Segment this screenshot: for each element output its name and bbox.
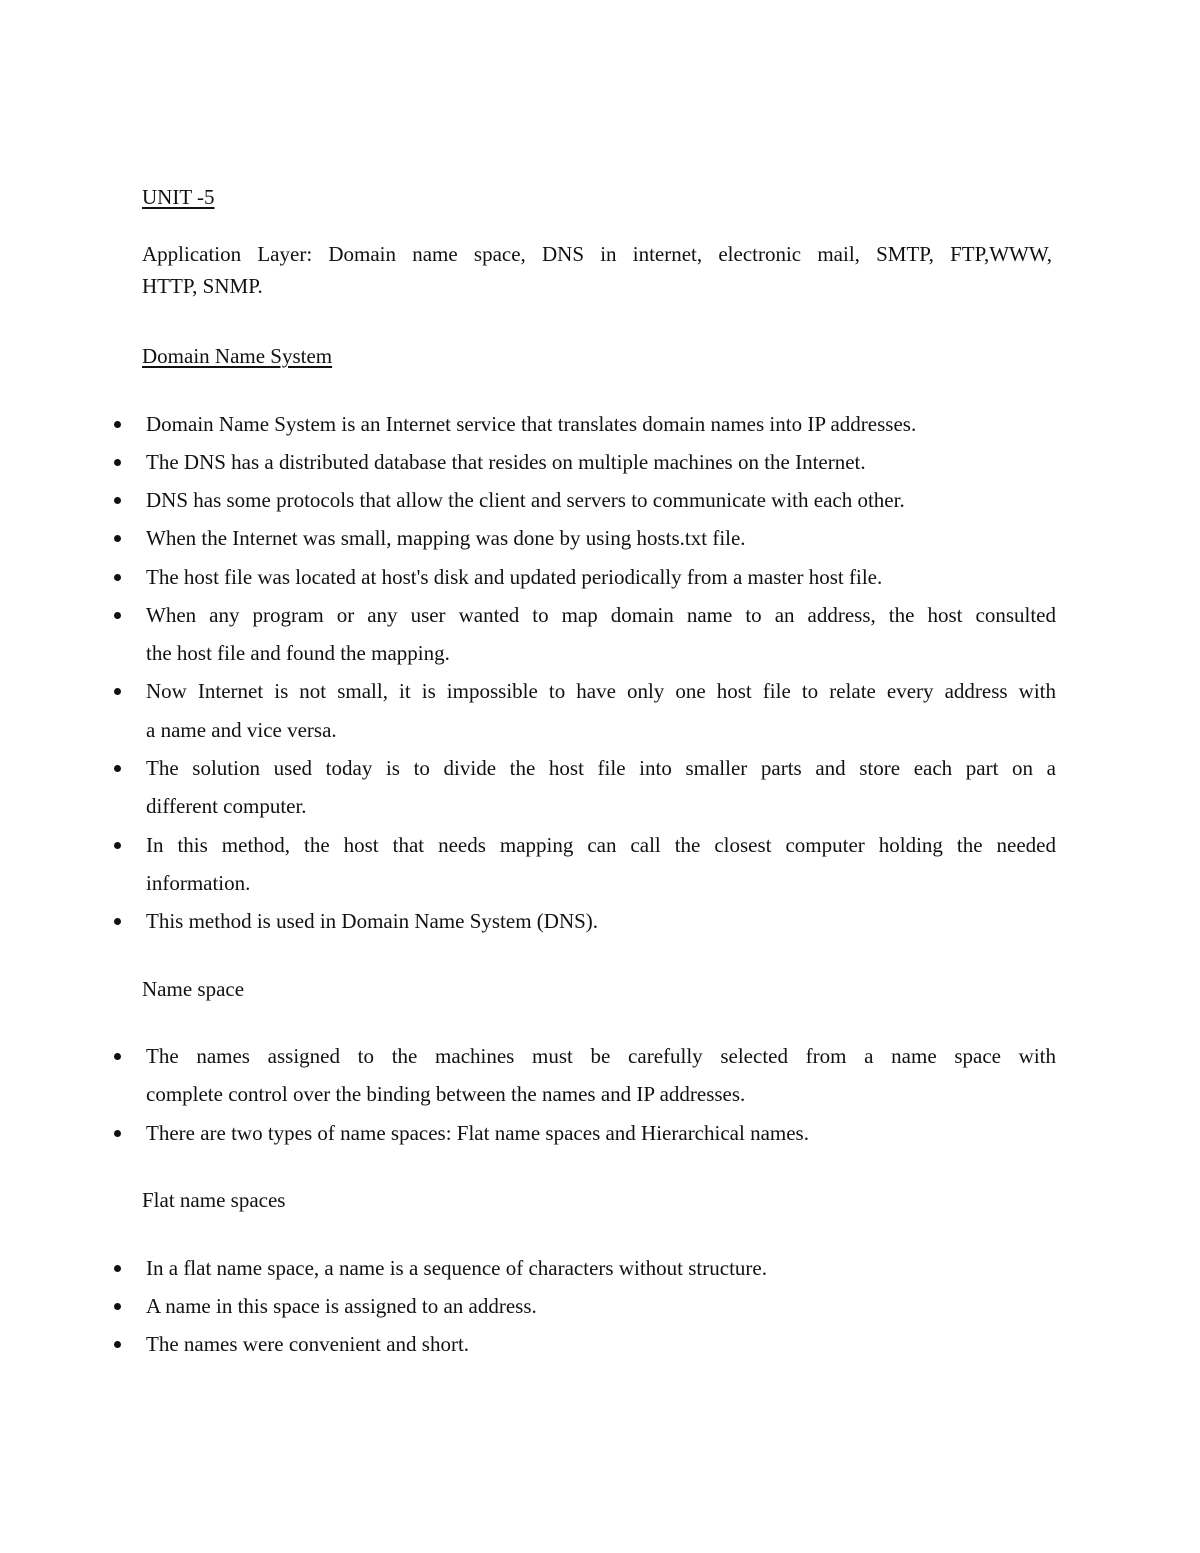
dns-bullet-9-line-2: information. <box>146 871 251 895</box>
flat-bullet-2-line-1: A name in this space is assigned to an address. <box>146 1294 537 1318</box>
ns-bullet-2-line-1: There are two types of name spaces: Flat name spaces and Hierarchical names. <box>146 1121 809 1145</box>
dns-bullet-1-line-1: Domain Name System is an Internet service that translates domain names into IP addresses. <box>146 412 917 436</box>
bullet-dot <box>114 459 121 466</box>
dns-bullet-8-line-2: different computer. <box>146 794 307 818</box>
bullet-dot <box>114 497 121 504</box>
dns-bullet-7-line-2: a name and vice versa. <box>146 718 337 742</box>
flat-bullet-3-line-1: The names were convenient and short. <box>146 1332 470 1356</box>
dns-bullet-3-line-1: DNS has some protocols that allow the client and servers to communicate with each other. <box>146 488 905 512</box>
bullet-dot <box>114 1265 121 1272</box>
bullet-dot <box>114 765 121 772</box>
dns-bullet-6-line-2: the host file and found the mapping. <box>146 641 450 665</box>
flat-bullet-1-line-1: In a flat name space, a name is a sequence of characters without structure. <box>146 1256 767 1280</box>
dns-section-heading: Domain Name System <box>142 344 333 368</box>
intro-line-2: HTTP, SNMP. <box>142 274 263 298</box>
dns-bullet-4-line-1: When the Internet was small, mapping was done by using hosts.txt file. <box>146 526 746 550</box>
dns-bullet-9-line-1: In this method, the host that needs mapping can call the closest computer holding the needed <box>146 833 1056 857</box>
ns-bullet-1-line-1: The names assigned to the machines must be carefully selected from a name space with <box>146 1044 1056 1068</box>
bullet-dot <box>114 1053 121 1060</box>
ns-bullet-1-line-2: complete control over the binding between the names and IP addresses. <box>146 1082 746 1106</box>
dns-bullet-8-line-1: The solution used today is to divide the host file into smaller parts and store each part on a <box>146 756 1056 780</box>
dns-bullet-5-line-1: The host file was located at host's disk and updated periodically from a master host file. <box>146 565 883 589</box>
bullet-dot <box>114 1341 121 1348</box>
bullet-dot <box>114 1130 121 1137</box>
bullet-dot <box>114 1303 121 1310</box>
name-space-heading: Name space <box>142 977 245 1001</box>
dns-bullet-7-line-1: Now Internet is not small, it is impossible to have only one host file to relate every address with <box>146 679 1056 703</box>
bullet-dot <box>114 688 121 695</box>
intro-line-1: Application Layer: Domain name space, DNS in internet, electronic mail, SMTP, FTP,WWW, <box>142 242 1052 266</box>
bullet-dot <box>114 535 121 542</box>
dns-bullet-2-line-1: The DNS has a distributed database that resides on multiple machines on the Internet. <box>146 450 866 474</box>
dns-bullet-10-line-1: This method is used in Domain Name System (DNS). <box>146 909 599 933</box>
bullet-dot <box>114 612 121 619</box>
bullet-dot <box>114 421 121 428</box>
bullet-dot <box>114 842 121 849</box>
dns-bullet-6-line-1: When any program or any user wanted to map domain name to an address, the host consulted <box>146 603 1056 627</box>
bullet-dot <box>114 574 121 581</box>
bullet-dot <box>114 918 121 925</box>
flat-name-spaces-heading: Flat name spaces <box>142 1188 286 1212</box>
unit-heading: UNIT -5 <box>142 185 215 209</box>
